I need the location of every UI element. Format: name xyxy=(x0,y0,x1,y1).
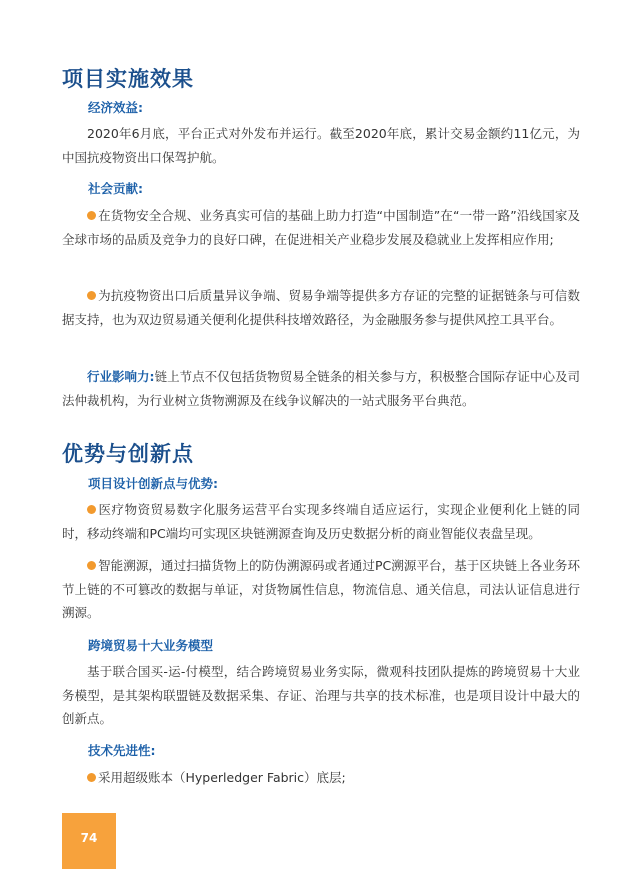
design-bullet-1 xyxy=(62,498,580,545)
social-bullet-2 xyxy=(62,284,580,331)
industry-influence-paragraph xyxy=(62,365,580,412)
industry-influence-text: 链上节点不仅包括货物贸易全链条的相关参与方，积极整合国际存证中心及司法仲裁机构，为行业树立货物溯源及在线争议解决的一站式服务平台典范。 xyxy=(62,369,580,408)
section-title-effects: 项目实施效果 xyxy=(62,66,194,91)
economic-benefit-text: 2020年6月底，平台正式对外发布并运行。截至2020年底，累计交易金额约11亿元，为中国抗疫物资出口保驾护航。 xyxy=(62,126,580,165)
orange-bullet-icon xyxy=(87,291,96,300)
design-bullet-2-text: 智能溯源，通过扫描货物上的防伪溯源码或者通过PC溯源平台，基于区块链上各业务环节上链的不可篡改的数据与单证，对货物属性信息，物流信息、通关信息，司法认证信息进行溯源。 xyxy=(62,558,580,620)
industry-influence-heading: 行业影响力: xyxy=(87,369,155,384)
social-contribution-heading: 社会贡献: xyxy=(88,181,143,196)
tech-advance-heading: 技术先进性: xyxy=(88,743,156,758)
economic-benefit-heading: 经济效益: xyxy=(88,100,143,115)
orange-bullet-icon xyxy=(87,773,96,782)
business-model-text: 基于联合国买-运-付模型，结合跨境贸易业务实际，微观科技团队提炼的跨境贸易十大业务模型，是其架构联盟链及数据采集、存证、治理与共享的技术标准，也是项目设计中最大的创新点。 xyxy=(62,664,580,726)
orange-bullet-icon xyxy=(87,505,96,514)
orange-bullet-icon xyxy=(87,211,96,220)
social-bullet-1 xyxy=(62,204,580,251)
business-model-heading: 跨境贸易十大业务模型 xyxy=(88,638,214,653)
design-bullet-1-text: 医疗物资贸易数字化服务运营平台实现多终端自适应运行，实现企业便利化上链的同时，移动终端和PC端均可实现区块链溯源查询及历史数据分析的商业智能仪表盘呈现。 xyxy=(62,502,580,541)
tech-bullet-1-text: 采用超级账本（Hyperledger Fabric）底层; xyxy=(98,770,346,785)
social-bullet-1-text: 在货物安全合规、业务真实可信的基础上助力打造“中国制造”在“一带一路”沿线国家及全球市场的品质及竞争力的良好口碑，在促进相关产业稳步发展及稳就业上发挥相应作用; xyxy=(62,208,580,247)
tech-bullet-1 xyxy=(62,766,580,790)
orange-bullet-icon xyxy=(87,561,96,570)
social-bullet-2-text: 为抗疫物资出口后质量异议争端、贸易争端等提供多方存证的完整的证据链条与可信数据支持，也为双边贸易通关便利化提供科技增效路径，为金融服务参与提供风控工具平台。 xyxy=(62,288,580,327)
page-number: 74 xyxy=(80,831,98,845)
design-innovation-heading: 项目设计创新点与优势: xyxy=(88,476,218,491)
design-bullet-2 xyxy=(62,554,580,625)
section-title-advantages: 优势与创新点 xyxy=(62,441,194,466)
page-number-box xyxy=(62,813,116,869)
